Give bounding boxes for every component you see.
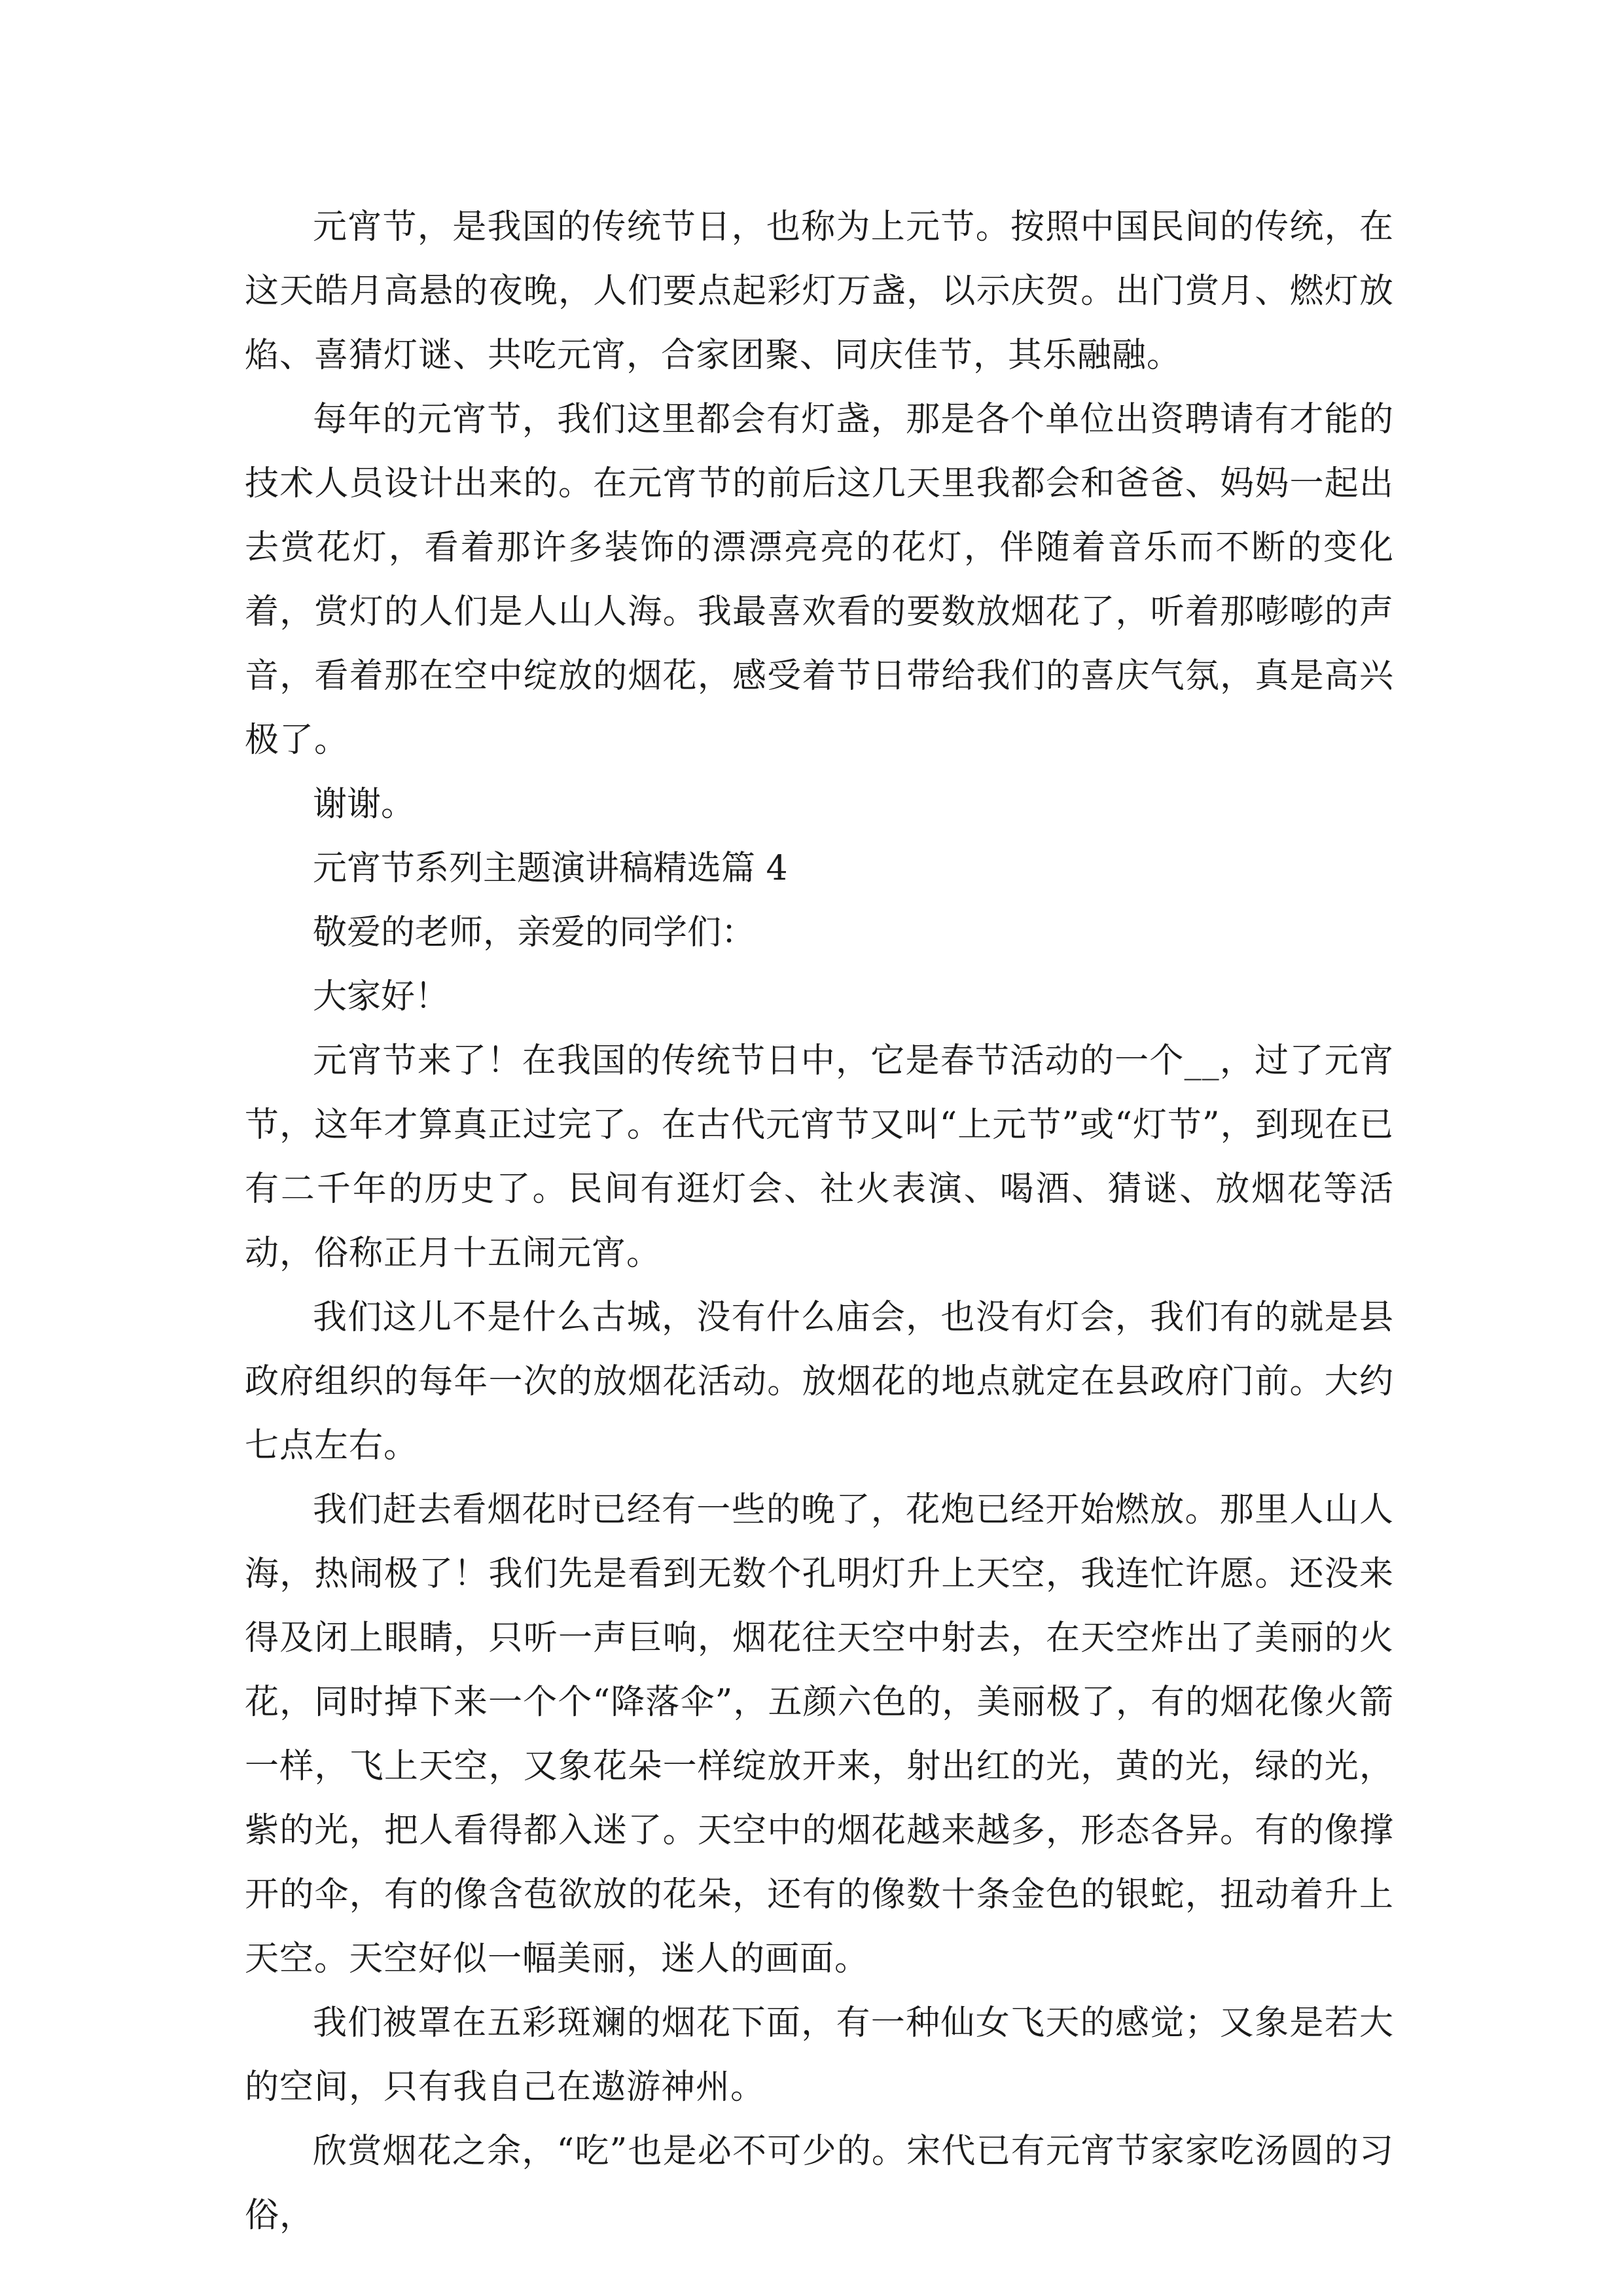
paragraph-fireworks-scene: 我们赶去看烟花时已经有一些的晚了，花炮已经开始燃放。那里人山人海，热闹极了！我们先是看到无数个孔明灯升上天空，我连忙许愿。还没来得及闭上眼睛，只听一声巨响，烟花往天空中射去，在天空炸出了美丽的火花，同时掉下来一个个“降落伞”，五颜六色的，美丽极了，有的烟花像火箭一样，飞上天空，又象花朵一样绽放开来，射出红的光，黄的光，绿的光，紫的光，把人看得都入迷了。天空中的烟花越来越多，形态各异。有的像撑开的伞，有的像含苞欲放的花朵，还有的像数十条金色的银蛇，扭动着升上天空。天空好似一幅美丽，迷人的画面。 bbox=[245, 1490, 1394, 1979]
paragraph-county-fireworks: 我们这儿不是什么古城，没有什么庙会，也没有灯会，我们有的就是县政府组织的每年一次的放烟花活动。放烟花的地点就定在县政府门前。大约七点左右。 bbox=[245, 1298, 1394, 1465]
paragraph-intro: 元宵节，是我国的传统节日，也称为上元节。按照中国民间的传统，在这天皓月高悬的夜晚，人们要点起彩灯万盏，以示庆贺。出门赏月、燃灯放焰、喜猜灯谜、共吃元宵，合家团聚、同庆佳节，其乐融融。 bbox=[245, 207, 1394, 375]
paragraph-festival-history: 元宵节来了！在我国的传统节日中，它是春节活动的一个__，过了元宵节，这年才算真正过完了。在古代元宵节又叫“上元节”或“灯节”，到现在已有二千年的历史了。民间有逛灯会、社火表演、喝酒、猜谜、放烟花等活动，俗称正月十五闹元宵。 bbox=[245, 1041, 1394, 1273]
paragraph-food: 欣赏烟花之余，“吃”也是必不可少的。宋代已有元宵节家家吃汤圆的习俗， bbox=[245, 2132, 1394, 2235]
greeting: 大家好！ bbox=[313, 977, 450, 1016]
paragraph-under-fireworks: 我们被罩在五彩斑斓的烟花下面，有一种仙女飞天的感觉；又象是若大的空间，只有我自己在遨游神州。 bbox=[245, 2003, 1394, 2107]
document-body bbox=[245, 195, 1394, 2248]
section-heading: 元宵节系列主题演讲稿精选篇 4 bbox=[313, 849, 788, 888]
paragraph-thanks: 谢谢。 bbox=[313, 785, 416, 824]
paragraph-lanterns: 每年的元宵节，我们这里都会有灯盏，那是各个单位出资聘请有才能的技术人员设计出来的。在元宵节的前后这几天里我都会和爸爸、妈妈一起出去赏花灯，看着那许多装饰的漂漂亮亮的花灯，伴随着音乐而不断的变化着，赏灯的人们是人山人海。我最喜欢看的要数放烟花了，听着那嘭嘭的声音，看着那在空中绽放的烟花，感受着节日带给我们的喜庆气氛，真是高兴极了。 bbox=[245, 400, 1394, 760]
salutation: 敬爱的老师，亲爱的同学们： bbox=[313, 913, 756, 952]
